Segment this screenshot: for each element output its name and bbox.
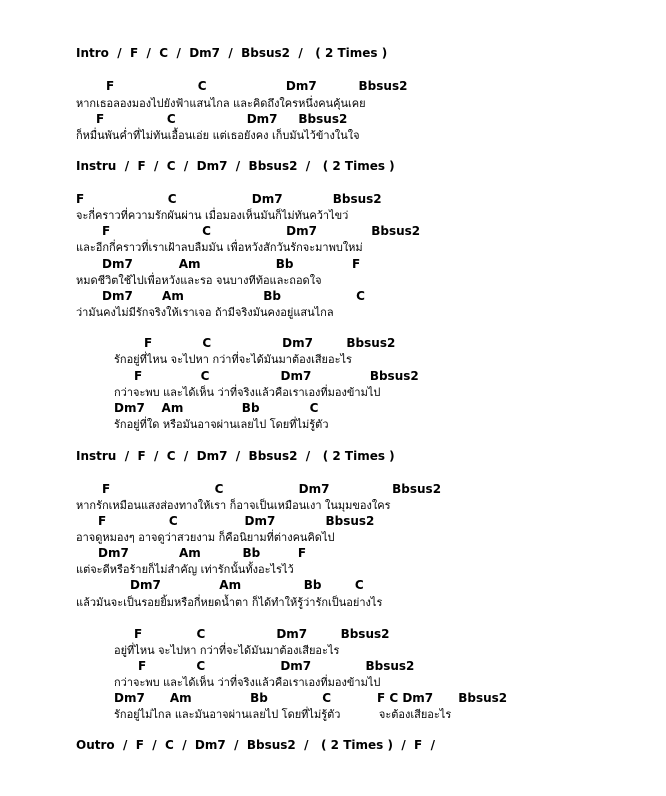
chord-line: F C Dm7 Bbsus2 [138, 659, 415, 673]
lyric-line: แต่จะดีหรือร้ายก็ไม่สำคัญ เท่ารักนั้นทั้งอะไรไว้ [76, 563, 294, 576]
lyric-line: ว่ามันคงไม่มีรักจริงให้เราเจอ ถ้ามีจริงมันคงอยู่แสนไกล [76, 306, 334, 319]
lyric-line: อาจดูหมองๆ อาจดูว่าสวยงาม ก็คือนิยามที่ต่างคนคิดไป [76, 531, 335, 544]
lyric-line: ก็หมื่นพันค่ำที่ไม่ทันเอื้อนเอ่ย แต่เธอยังคง เก็บมันไว้ข้างในใจ [76, 129, 360, 142]
chord-line: F C Dm7 Bbsus2 [98, 514, 375, 528]
chord-line: Dm7 Am Bb F [102, 257, 361, 271]
chord-line: Dm7 Am Bb F [98, 546, 307, 560]
lyric-line: หมดชีวิตใช้ไปเพื่อหวังและรอ จนบางทีท้อและถอดใจ [76, 274, 322, 287]
section-line: Instru / F / C / Dm7 / Bbsus2 / ( 2 Times ) [76, 449, 395, 463]
lyric-line: อยู่ที่ไหน จะไปหา กว่าที่จะได้มันมาต้องเสียอะไร [114, 644, 340, 657]
section-line: Outro / F / C / Dm7 / Bbsus2 / ( 2 Times ) / F / [76, 738, 435, 752]
lyric-line: หากเธอลองมองไปยังฟ้าแสนไกล และคิดถึงใครหนึ่งคนคุ้นเคย [76, 97, 366, 110]
lyric-line: หากรักเหมือนแสงส่องทางให้เรา ก็อาจเป็นเหมือนเงา ในมุมของใคร [76, 499, 391, 512]
chord-line: F C Dm7 Bbsus2 [102, 482, 442, 496]
lyric-line: รักอยู่ที่ใด หรือมันอาจผ่านเลยไป โดยที่ไม่รู้ตัว [114, 418, 329, 431]
chord-line: F C Dm7 Bbsus2 [96, 112, 348, 126]
chord-line: Dm7 Am Bb C F C Dm7 Bbsus2 [114, 691, 508, 705]
lyric-line: และอีกกี่คราวที่เราเฝ้าลบลืมมัน เพื่อหวังสักวันรักจะมาพบใหม่ [76, 241, 363, 254]
chord-line: F C Dm7 Bbsus2 [102, 224, 421, 238]
lyric-line: แล้วมันจะเป็นรอยยิ้มหรือกี่หยดน้ำตา ก็ได้ทำให้รู้ว่ารักเป็นอย่างไร [76, 596, 383, 609]
chord-line: F C Dm7 Bbsus2 [106, 79, 408, 93]
chord-line: F C Dm7 Bbsus2 [134, 369, 419, 383]
chord-line: Dm7 Am Bb C [114, 401, 319, 415]
chord-line: F C Dm7 Bbsus2 [76, 192, 382, 206]
lyric-line: รักอยู่ที่ไหน จะไปหา กว่าที่จะได้มันมาต้องเสียอะไร [114, 353, 352, 366]
chord-line: F C Dm7 Bbsus2 [134, 627, 390, 641]
lyric-line: กว่าจะพบ และได้เห็น ว่าที่จริงแล้วคือเราเองที่มองข้ามไป [114, 386, 381, 399]
chord-line: F C Dm7 Bbsus2 [144, 336, 396, 350]
chord-line: Dm7 Am Bb C [102, 289, 365, 303]
lyric-line: จะกี่คราวที่ความรักผันผ่าน เมื่อมองเห็นมันก็ไม่ทันคว้าไขว่ [76, 209, 349, 222]
lyric-line: กว่าจะพบ และได้เห็น ว่าที่จริงแล้วคือเราเองที่มองข้ามไป [114, 676, 381, 689]
section-line: Intro / F / C / Dm7 / Bbsus2 / ( 2 Times ) [76, 46, 388, 60]
section-line: Instru / F / C / Dm7 / Bbsus2 / ( 2 Times ) [76, 159, 395, 173]
chord-line: Dm7 Am Bb C [130, 578, 364, 592]
lyric-line: รักอยู่ไม่ไกล และมันอาจผ่านเลยไป โดยที่ไม่รู้ตัว จะต้องเสียอะไร [114, 708, 452, 721]
